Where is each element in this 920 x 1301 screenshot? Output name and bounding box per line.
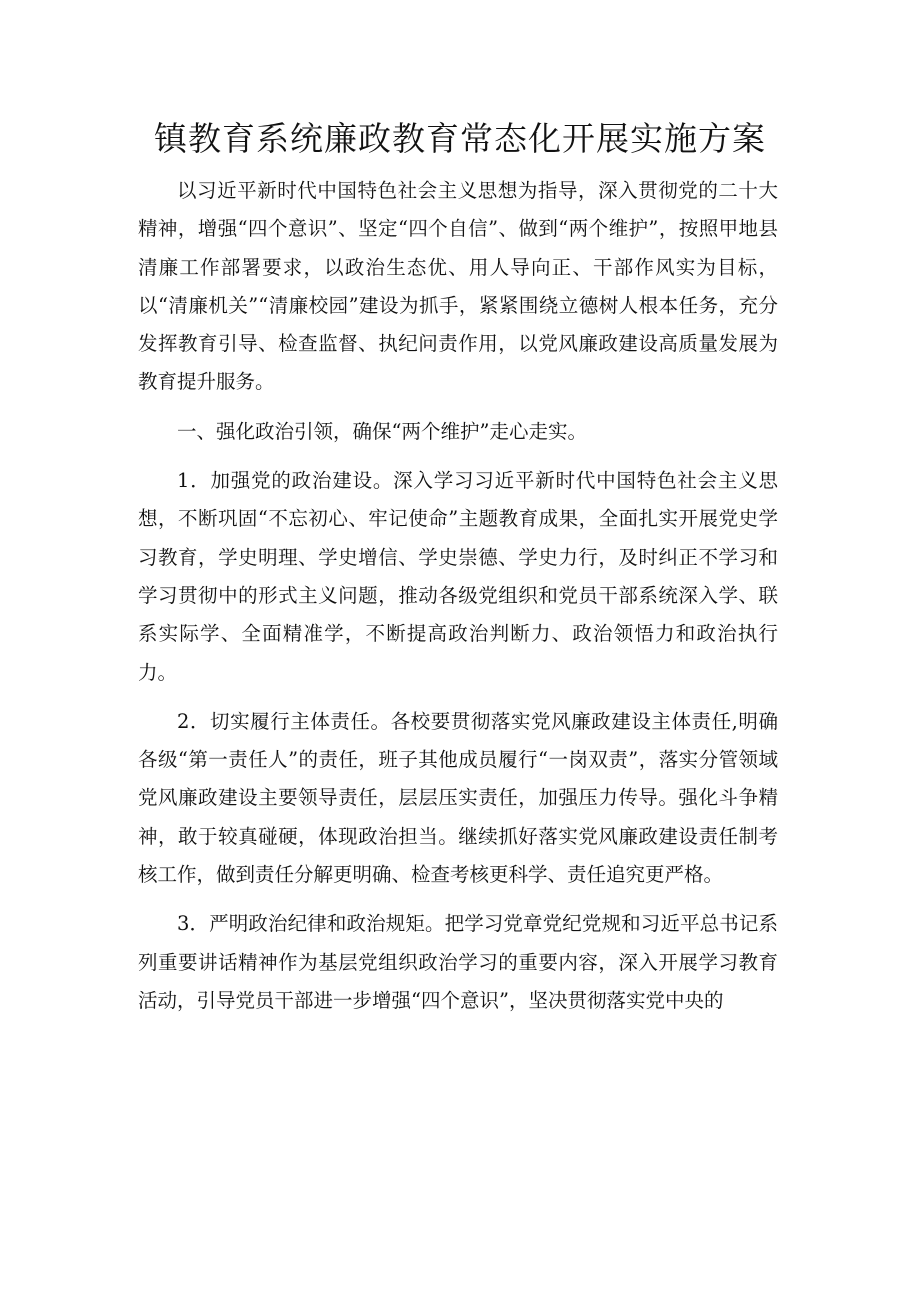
document-title: 镇教育系统廉政教育常态化开展实施方案 (154, 119, 766, 158)
section-heading-1: 一、强化政治引领，确保“两个维护”走心走实。 (177, 419, 587, 443)
item-paragraph-3: 3．严明政治纪律和政治规矩。把学习党章党纪党规和习近平总书记系列重要讲话精神作为基层党组织政治学习的重要内容，深入开展学习教育活动，引导党员干部进一步增强“四个意识”，坚决贯彻落实党中央的 (138, 912, 778, 1012)
intro-paragraph: 以习近平新时代中国特色社会主义思想为指导，深入贯彻党的二十大精神，增强“四个意识”、坚定“四个自信”、做到“两个维护”，按照甲地县清廉工作部署要求，以政治生态优、用人导向正、干部作风实为目标，以“清廉机关”“清廉校园”建设为抓手，紧紧围绕立德树人根本任务，充分发挥教育引导、检查监督、执纪问责作用，以党风廉政建设高质量发展为教育提升服务。 (138, 179, 778, 394)
item-paragraph-2: 2．切实履行主体责任。各校要贯彻落实党风廉政建设主体责任,明确各级“第一责任人”的责任，班子其他成员履行“一岗双责”，落实分管领域党风廉政建设主要领导责任，层层压实责任，加强压力传导。强化斗争精神，敢于较真碰硬，体现政治担当。继续抓好落实党风廉政建设责任制考核工作，做到责任分解更明确、检查考核更科学、责任追究更严格。 (138, 709, 778, 887)
document-body (138, 172, 778, 1020)
item-paragraph-1: 1．加强党的政治建设。深入学习习近平新时代中国特色社会主义思想，不断巩固“不忘初心、牢记使命”主题教育成果，全面扎实开展党史学习教育，学史明理、学史增信、学史崇德、学史力行，及时纠正不学习和学习贯彻中的形式主义问题，推动各级党组织和党员干部系统深入学、联系实际学、全面精准学，不断提高政治判断力、政治领悟力和政治执行力。 (138, 469, 778, 684)
